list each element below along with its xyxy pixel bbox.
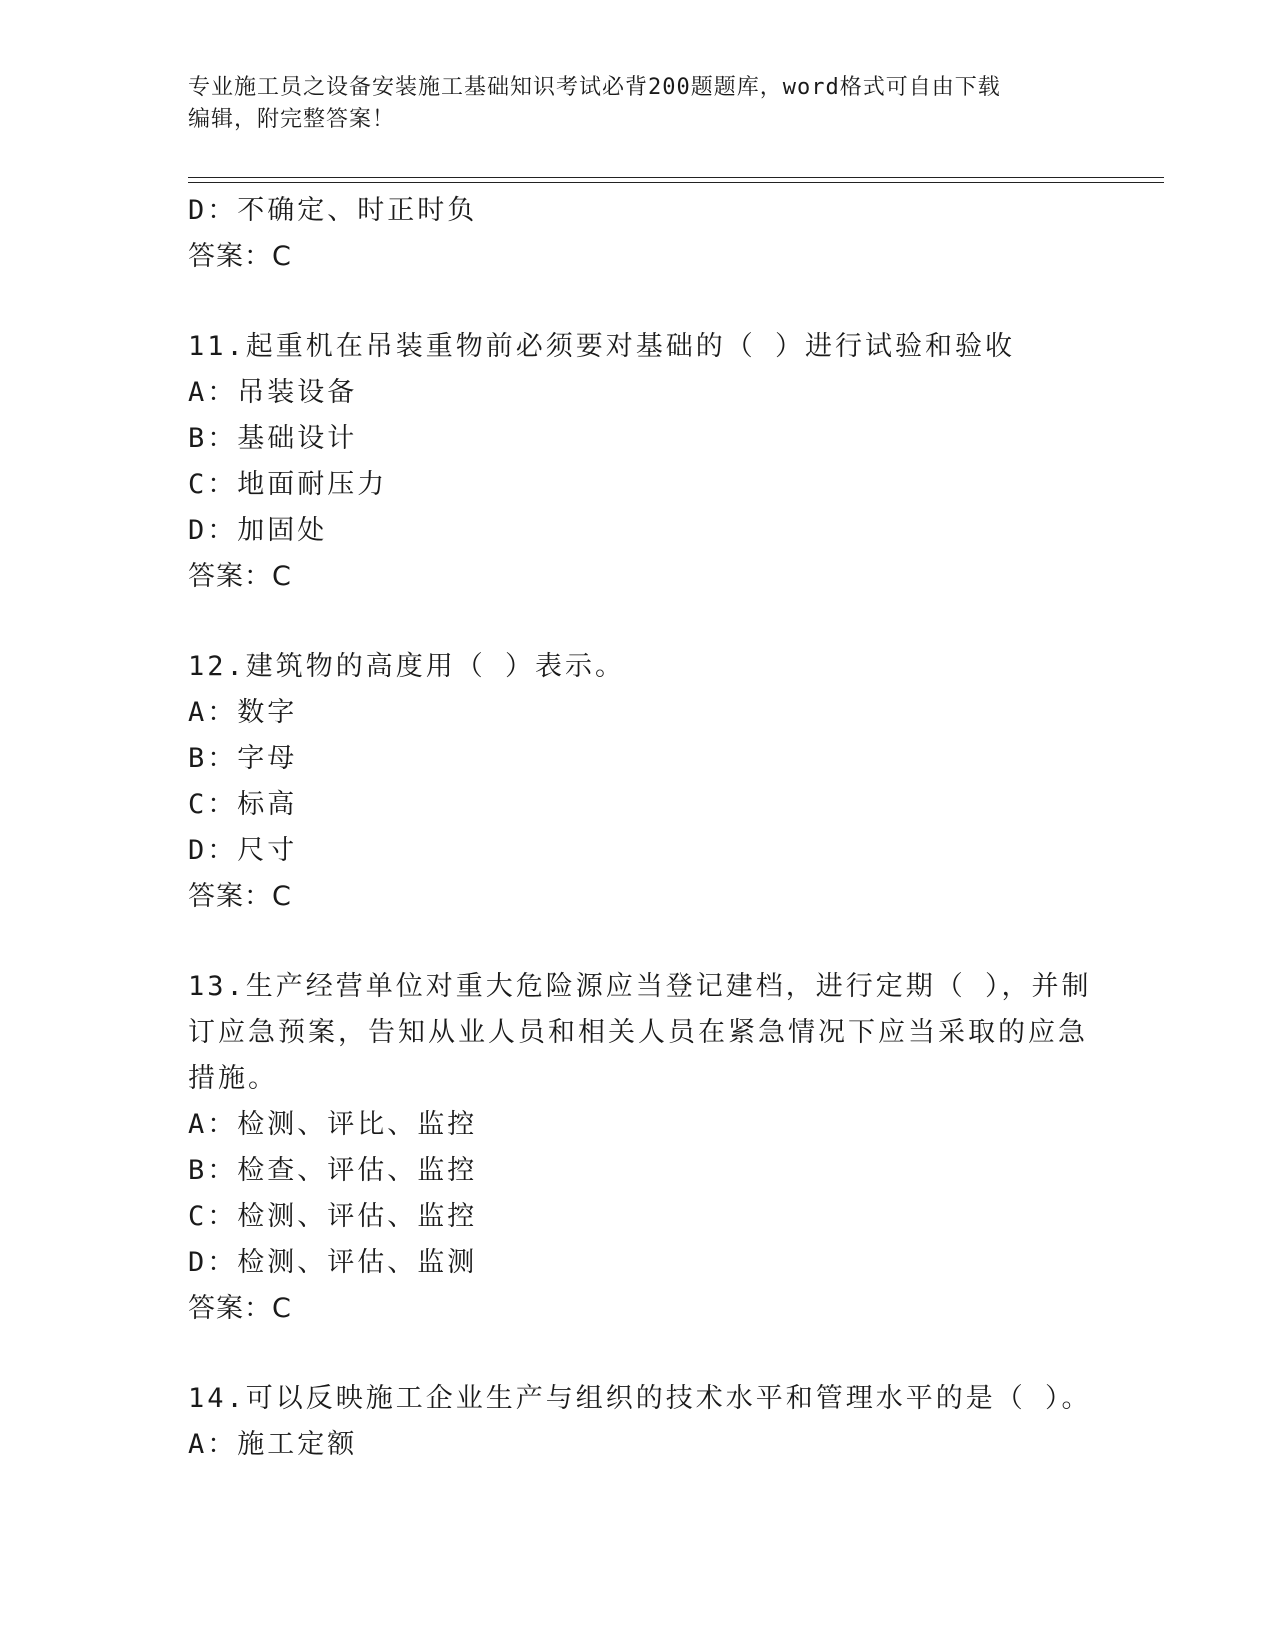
- header-title-line-1: 专业施工员之设备安装施工基础知识考试必背200题题库，word格式可自由下载: [188, 75, 1001, 100]
- question-stem-line-3: 措施。: [188, 1063, 278, 1094]
- question-stem: 12.建筑物的高度用（ ）表示。: [188, 651, 626, 682]
- header-divider-top: [188, 177, 1164, 178]
- question-stem-line-2: 订应急预案，告知从业人员和相关人员在紧急情况下应当采取的应急: [188, 1017, 1088, 1048]
- option-b: B：字母: [188, 743, 298, 774]
- prev-answer: 答案：C: [188, 241, 292, 272]
- option-d: D：加固处: [188, 515, 328, 546]
- option-d: D：检测、评估、监测: [188, 1247, 478, 1278]
- question-stem-line-1: 13.生产经营单位对重大危险源应当登记建档，进行定期（ ），并制: [188, 971, 1092, 1002]
- question-13: [188, 964, 1092, 1332]
- prev-option-d: D：不确定、时正时负: [188, 195, 478, 226]
- answer: 答案：C: [188, 561, 292, 592]
- question-stem: 14.可以反映施工企业生产与组织的技术水平和管理水平的是（ ）。: [188, 1383, 1092, 1414]
- answer: 答案：C: [188, 881, 292, 912]
- option-a: A：吊装设备: [188, 377, 358, 408]
- header-title-line-2: 编辑，附完整答案！: [188, 107, 396, 132]
- question-stem: 11.起重机在吊装重物前必须要对基础的（ ）进行试验和验收: [188, 331, 1016, 362]
- option-b: B：检查、评估、监控: [188, 1155, 478, 1186]
- question-11: [188, 324, 1088, 600]
- option-c: C：地面耐压力: [188, 469, 388, 500]
- option-d: D：尺寸: [188, 835, 298, 866]
- option-a: A：数字: [188, 697, 298, 728]
- answer: 答案：C: [188, 1293, 292, 1324]
- option-a: A：施工定额: [188, 1429, 358, 1460]
- header-divider-bottom: [188, 182, 1164, 183]
- question-12: [188, 644, 1088, 920]
- option-b: B：基础设计: [188, 423, 358, 454]
- question-list: [188, 188, 1092, 1468]
- option-c: C：标高: [188, 789, 298, 820]
- document-header: [188, 72, 1088, 136]
- option-a: A：检测、评比、监控: [188, 1109, 478, 1140]
- question-14: [188, 1376, 1092, 1468]
- option-c: C：检测、评估、监控: [188, 1201, 478, 1232]
